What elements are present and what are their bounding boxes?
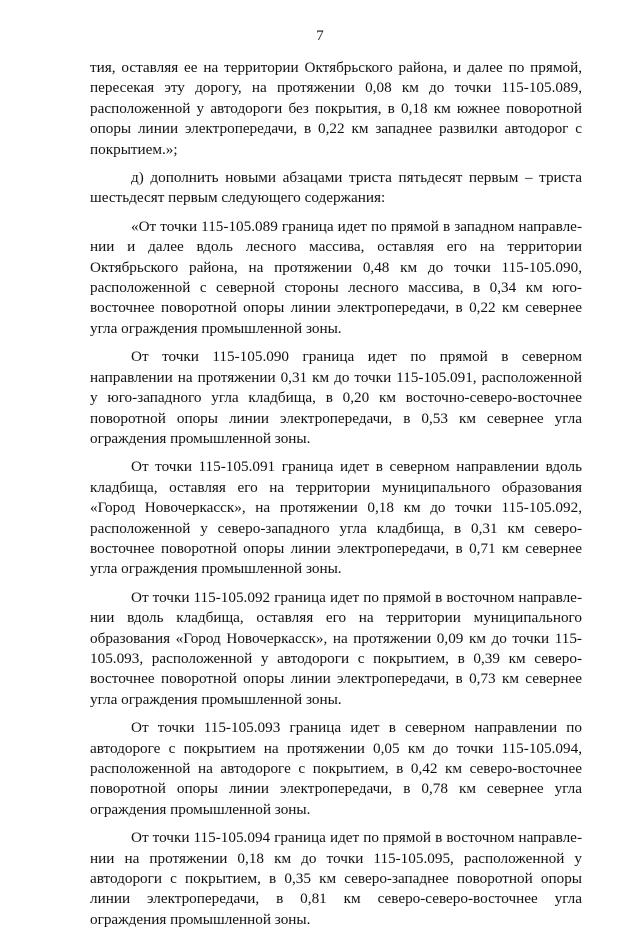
paragraph-point-094: От точки 115-105.094 граница идет по прямой в восточном направлении на протяжении 0,18 км до точки 115-105.095, расположенной у автодороги с покрытием, в 0,35 км северо-западнее поворотной опоры линии электропередачи, в 0,81 км северо-северо-восточнее угла ограждения промышленной зоны. xyxy=(90,829,582,928)
paragraph-amendment-d: д) дополнить новыми абзацами триста пятьдесят первым – триста шестьдесят первым следующего содержания: xyxy=(90,169,582,207)
paragraph-point-092: От точки 115-105.092 граница идет по прямой в восточном направлении вдоль кладбища, оставляя его на территории муниципального образования «Город Новочеркасск», на протяжении 0,09 км до точки 115-105.093, расположенной у автодороги с покрытием, в 0,39 км северо-восточнее поворотной опоры линии электропередачи, в 0,73 км севернее угла ограждения промышленной зоны. xyxy=(90,588,582,708)
paragraph-point-089: «От точки 115-105.089 граница идет по прямой в западном направлении и далее вдоль лесного массива, оставляя его на территории Октябрьского района, на протяжении 0,48 км до точки 115-105.090, расположенной с северной стороны лесного массива, в 0,34 км юго-восточнее поворотной опоры линии электропередачи, в 0,22 км севернее угла ограждения промышленной зоны. xyxy=(90,217,582,337)
document-body xyxy=(90,58,582,938)
page-number: 7 xyxy=(316,28,324,44)
paragraph-continuation: тия, оставляя ее на территории Октябрьского района, и далее по прямой, пересекая эту дорогу, на протяжении 0,08 км до точки 115-105.089, расположенной у автодороги без покрытия, в 0,18 км южнее поворотной опоры линии электропередачи, в 0,22 км западнее развилки автодорог с покрытием.»; xyxy=(90,59,582,158)
paragraph-point-090: От точки 115-105.090 граница идет по прямой в северном направлении на протяжении 0,31 км до точки 115-105.091, расположенной у юго-западного угла кладбища, в 0,20 км восточно-северо-восточнее поворотной опоры линии электропередачи, в 0,53 км севернее угла ограждения промышленной зоны. xyxy=(90,348,582,447)
paragraph-point-091: От точки 115-105.091 граница идет в северном направлении вдоль кладбища, оставляя его на территории муниципального образования «Город Новочеркасск», на протяжении 0,18 км до точки 115-105.092, расположенной у северо-западного угла кладбища, в 0,31 км северо-восточнее поворотной опоры линии электропередачи, в 0,71 км севернее угла ограждения промышленной зоны. xyxy=(90,458,582,578)
paragraph-point-093: От точки 115-105.093 граница идет в северном направлении по автодороге с покрытием на протяжении 0,05 км до точки 115-105.094, расположенной на автодороге с покрытием, в 0,42 км северо-восточнее поворотной опоры линии электропередачи, в 0,78 км севернее угла ограждения промышленной зоны. xyxy=(90,719,582,818)
